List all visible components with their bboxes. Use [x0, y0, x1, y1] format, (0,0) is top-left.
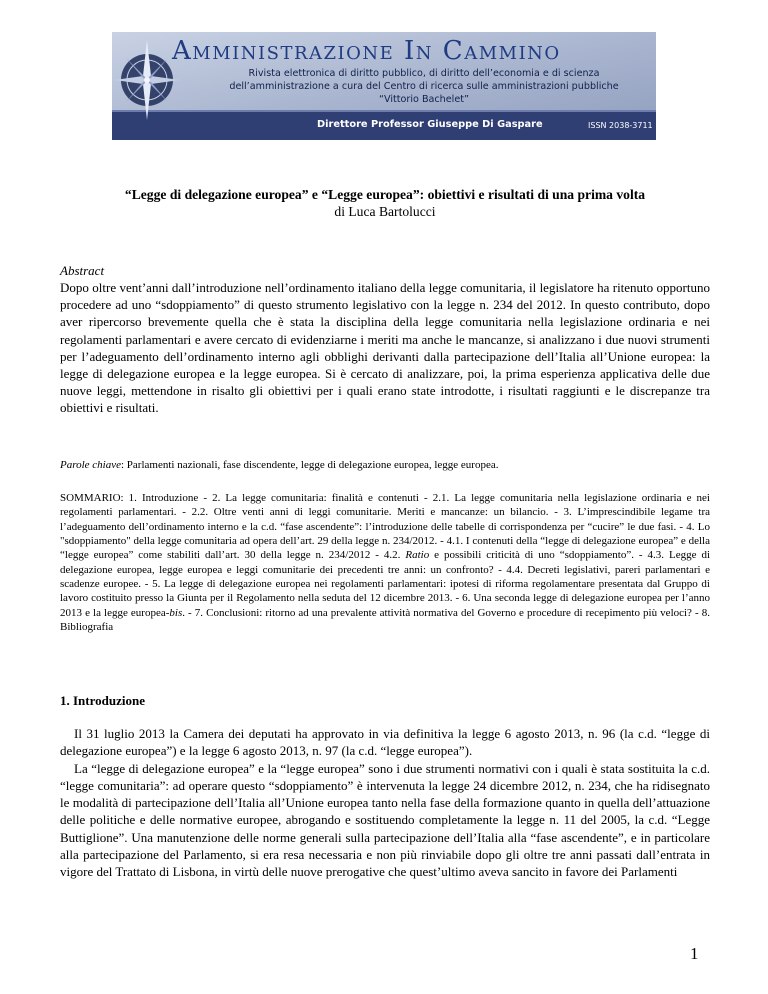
journal-banner: [112, 32, 656, 140]
section-heading: 1. Introduzione: [60, 693, 145, 708]
journal-subtitle-line-2: dell’amministrazione a cura del Centro di ricerca sulle amministrazioni pubbliche: [229, 81, 619, 92]
page-number: 1: [690, 944, 699, 963]
journal-director: Direttore Professor Giuseppe Di Gaspare: [317, 119, 543, 130]
toc-ratio: Ratio: [405, 549, 430, 562]
toc-part-3: . - 7. Conclusioni: ritorno ad una prevalente attività normativa del Governo e procedure di recepimento più veloci? - 8. Bibliografia: [60, 606, 710, 634]
journal-subtitle-line-1: Rivista elettronica di diritto pubblico, di diritto dell’economia e di scienza: [248, 68, 600, 79]
abstract-heading: Abstract: [60, 263, 105, 278]
compass-rose-logo: [114, 38, 180, 128]
article-title: “Legge di delegazione europea” e “Legge europea”: obiettivi e risultati di una prima volta: [124, 187, 646, 202]
toc-part-1: SOMMARIO: 1. Introduzione - 2. La legge comunitaria: finalità e contenuti - 2.1. La legge comunitaria nella legislazione ordinaria e nei regolamenti parlamentari. - 2.2. Oltre venti anni di leggi comunitarie. Meriti e mancanze: un bilancio. - 3. L’imprescindibile legame tra l’adeguamento dell’ordinamento interno e la c.d. “fase ascendente”: l’introduzione delle tabelle di corrispondenza per “cucire” le due fasi. - 4. Lo "sdoppiamento" della legge comunitaria ad opera dell’art. 29 della legge n. 234/2012. - 4.1. I contenuti della “legge di delegazione europea” e della “legge europea” come stabiliti dall’art. 30 della legge n. 234/2012 - 4.2.: [60, 492, 710, 562]
journal-subtitle-line-3: “Vittorio Bachelet”: [379, 94, 469, 105]
abstract-text: Dopo oltre vent’anni dall’introduzione nell’ordinamento italiano della legge comunitaria, il legislatore ha ritenuto opportuno procedere ad uno “sdoppiamento” di questo strumento legislativo con la legge n. 234 del 2012. In questo contributo, dopo aver ripercorso brevemente quella che è stata la disciplina della legge comunitaria nella legislazione ordinaria e nei regolamenti parlamentari e avere cercato di evidenziarne i meriti ma anche le mancanze, si analizzano i due nuovi strumenti per l’adeguamento dell’ordinamento interno agli obblighi derivanti dalla partecipazione dell’Italia all’Unione europea: la legge di delegazione europea e la legge europea. Si è cercato di analizzare, poi, la prima esperienza applicativa delle due nuove leggi, mettendone in risalto gli obiettivi per i quali erano state introdotte, i risultati raggiunti e le discrepanze tra obiettivi e risultati.: [60, 280, 710, 416]
paragraph: La “legge di delegazione europea” e la “legge europea” sono i due strumenti normativi con i quali è stata sostituita la c.d. “legge comunitaria”: ad operare questo “sdoppiamento” è intervenuta la legge 24 dicembre 2012, n. 234, che ha ridisegnato le modalità di partecipazione dell’Italia all’Unione europea tanto nella fase della formazione quanto in quella dell’attuazione delle politiche e delle normative europee, abrogando e sostituendo completamente la legge n. 11 del 2005, la c.d. “Legge Buttiglione”. Una manutenzione delle norme generali sulla partecipazione dell’Italia alla “fase ascendente”, e in particolare alla partecipazione del Parlamento, si era resa necessaria e non più rinviabile dopo gli oltre tre anni passati dall’entrata in vigore del Trattato di Lisbona, in virtù delle nuove prerogative che quest’ultimo aveva sancito in favore dei Parlamenti: [60, 760, 710, 879]
table-of-contents: [60, 491, 710, 634]
section-body: [60, 725, 710, 880]
journal-issn: ISSN 2038-3711: [588, 121, 653, 130]
toc-bis: bis: [169, 606, 183, 619]
keywords-text: : Parlamenti nazionali, fase discendente, legge di delegazione europea, legge europea.: [120, 459, 499, 471]
article-author: di Luca Bartolucci: [334, 204, 436, 219]
paragraph: Il 31 luglio 2013 la Camera dei deputati ha approvato in via definitiva la legge 6 agosto 2013, n. 96 (la c.d. “legge di delegazione europea”) e la legge 6 agosto 2013, n. 97 (la c.d. “legge europea”).: [60, 726, 710, 759]
journal-title: Amministrazione In Cammino: [172, 36, 561, 66]
keywords: [60, 458, 710, 472]
keywords-label: Parole chiave: [60, 459, 121, 471]
toc-part-2: e possibili criticità di uno “sdoppiamento”. - 4.3. Legge di delegazione europea, legge europea e leggi comunitarie dei precedenti tre anni: un confronto? - 4.4. Decreti legislativi, pareri parlamentari e scadenze europee. - 5. La legge di delegazione europea nei regolamenti parlamentari: ipotesi di riforma regolamentare presentata dal Gruppo di lavoro costituito presso la Giunta per il Regolamento nella seduta del 12 dicembre 2013. - 6. Una seconda legge di delegazione europea per l’anno 2013 e la legge europea-: [60, 549, 710, 619]
